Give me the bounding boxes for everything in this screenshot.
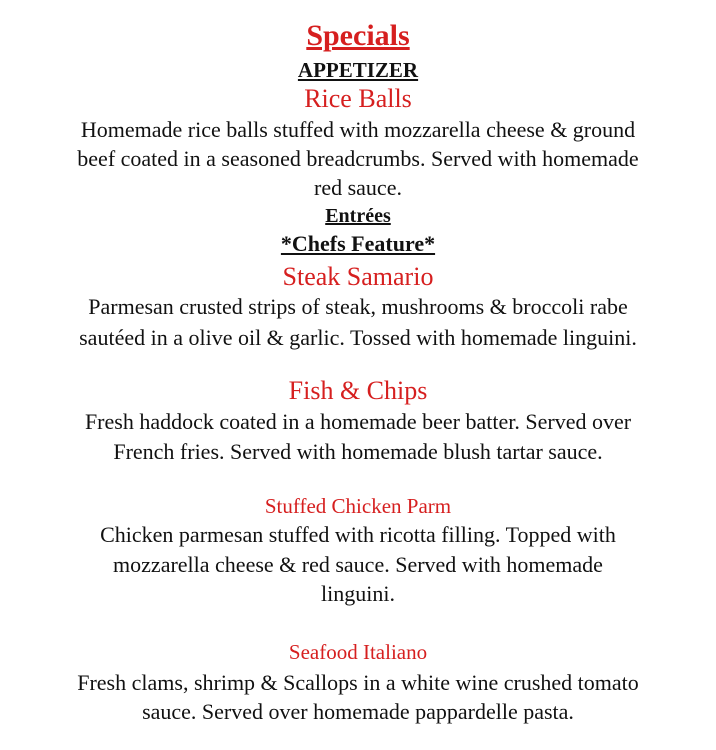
entrees-heading: Entrées [325, 205, 391, 227]
chefs-feature-heading: *Chefs Feature* [280, 231, 436, 256]
dish-name-steak-samario: Steak Samario [282, 262, 434, 291]
dish-desc-line: French fries. Served with homemade blush tartar sauce. [113, 439, 603, 464]
menu-title: Specials [306, 19, 410, 52]
dish-desc-line: linguini. [321, 581, 395, 606]
dish-desc-line: beef coated in a seasoned breadcrumbs. Served with homemade [77, 146, 639, 171]
dish-desc-line: sauce. Served over homemade pappardelle pasta. [142, 699, 574, 724]
dish-desc-line: Fresh clams, shrimp & Scallops in a white wine crushed tomato [77, 670, 639, 695]
dish-desc-line: Homemade rice balls stuffed with mozzarella cheese & ground [80, 117, 636, 142]
dish-name-rice-balls: Rice Balls [304, 84, 412, 113]
dish-desc-line: Chicken parmesan stuffed with ricotta filling. Topped with [100, 522, 616, 547]
dish-desc-line: red sauce. [314, 175, 402, 200]
dish-name-fish-and-chips: Fish & Chips [288, 376, 428, 405]
dish-name-seafood-italiano: Seafood Italiano [288, 640, 428, 664]
dish-name-stuffed-chicken-parm: Stuffed Chicken Parm [264, 494, 452, 518]
dish-desc-line: Fresh haddock coated in a homemade beer batter. Served over [84, 409, 632, 434]
dish-desc-line: mozzarella cheese & red sauce. Served with homemade [113, 552, 603, 577]
dish-desc-line: Parmesan crusted strips of steak, mushrooms & broccoli rabe [88, 294, 628, 319]
dish-desc-line: sautéed in a olive oil & garlic. Tossed with homemade linguini. [79, 325, 637, 350]
appetizer-heading: APPETIZER [297, 58, 419, 82]
